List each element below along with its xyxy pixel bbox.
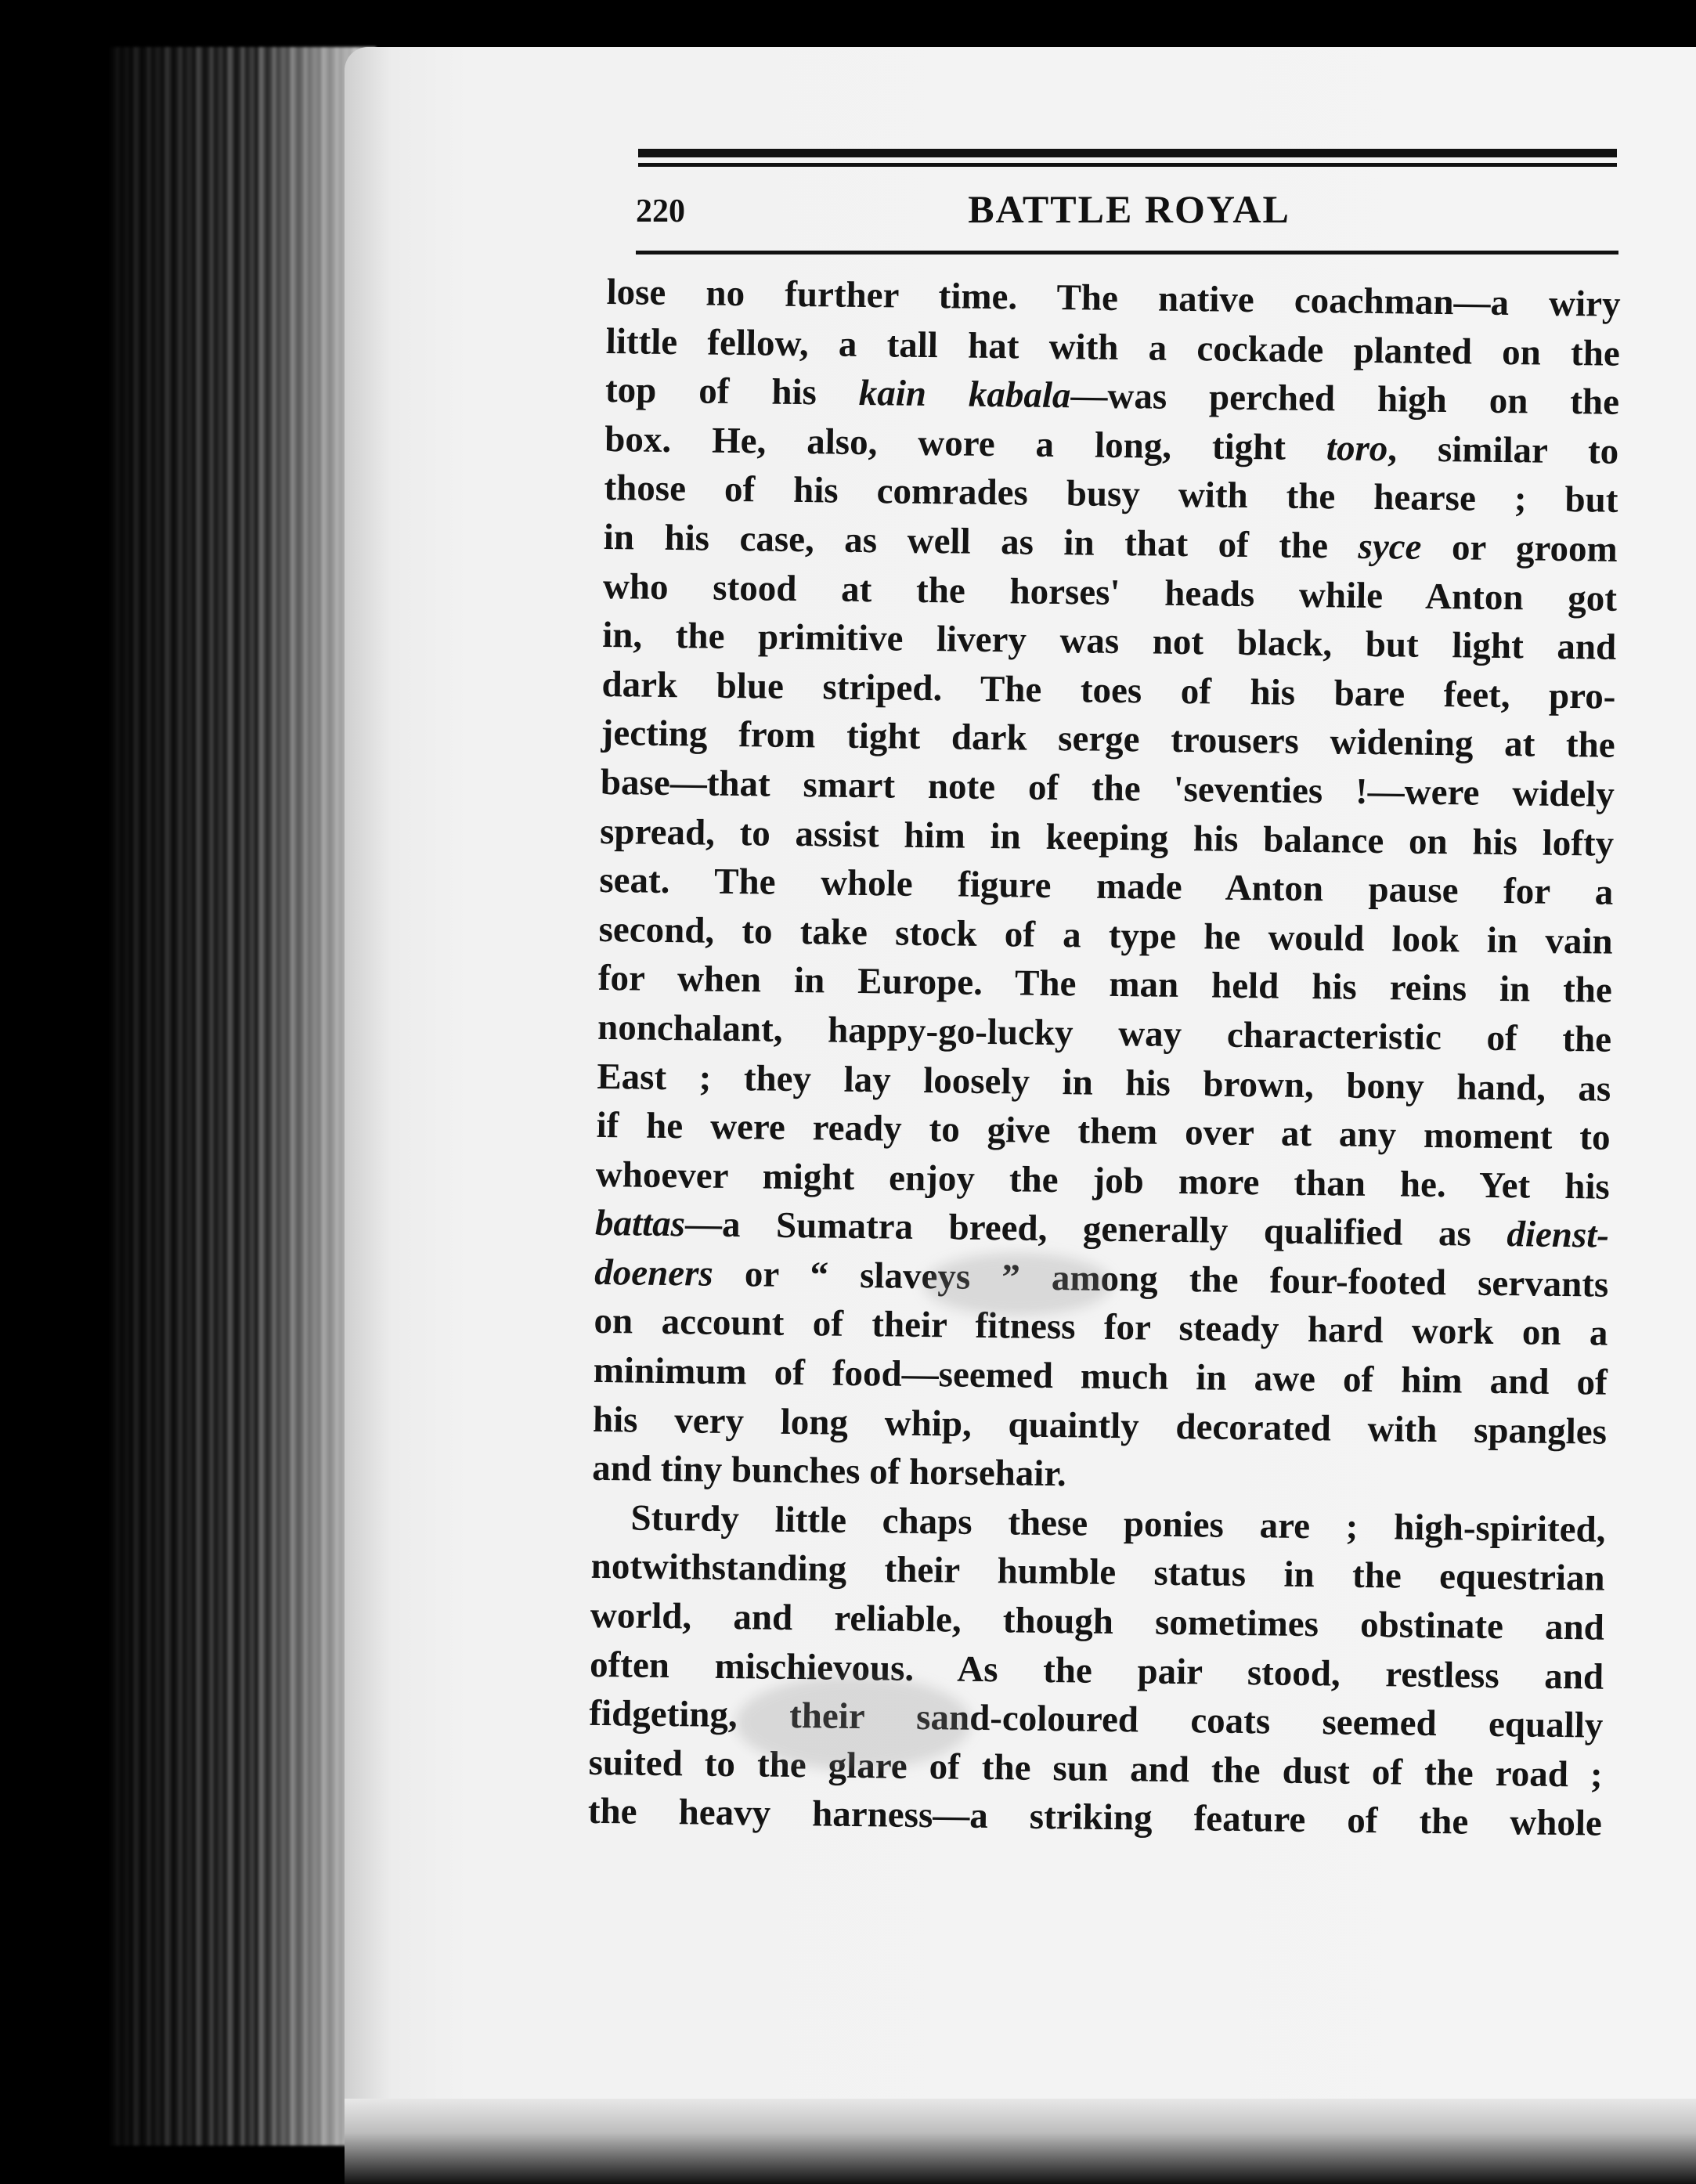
text-run: little fellow, a tall hat with a cockade planted on the xyxy=(605,320,1621,374)
text-run: jecting from tight dark serge trousers widening at the xyxy=(601,713,1615,767)
text-run: —was perched high on the xyxy=(1070,375,1620,423)
text-run: dark blue striped. The toes of his bare feet, pro- xyxy=(601,663,1616,717)
text-run: for when in Europe. The man held his reins in the xyxy=(597,958,1613,1012)
text-run: fidgeting, their sand-coloured coats seemed equally xyxy=(589,1693,1604,1746)
running-header xyxy=(636,186,1618,241)
text-run: often mischievous. As the pair stood, restless and xyxy=(589,1644,1604,1698)
text-run: who stood at the horses' heads while Anton got xyxy=(602,565,1618,619)
text-run: whoever might enjoy the job more than he. Yet his xyxy=(595,1153,1611,1208)
text-run: if he were ready to give them over at any moment to xyxy=(596,1105,1611,1158)
text-run: those of his comrades busy with the hearse ; but xyxy=(604,467,1618,522)
page-number: 220 xyxy=(636,193,685,229)
scan-blur-mark xyxy=(924,1253,1112,1316)
header-rule-bottom xyxy=(636,251,1618,254)
text-run: second, to take stock of a type he would look in vain xyxy=(598,908,1613,962)
paragraph xyxy=(588,1493,1606,1849)
text-run: suited to the glare of the sun and the dust of the road ; xyxy=(588,1742,1603,1796)
text-run: the heavy harness—a striking feature of the whole xyxy=(587,1791,1603,1845)
body-text xyxy=(588,268,1621,1849)
text-run: or “ slaveys ” among the four-footed servants xyxy=(713,1253,1609,1305)
text-run: on account of their fitness for steady hard work on a xyxy=(594,1301,1608,1355)
italic-run: dienst- xyxy=(1507,1214,1610,1257)
text-run: spread, to assist him in keeping his balance on his lofty xyxy=(599,810,1615,865)
text-run: —a Sumatra breed, generally qualified as xyxy=(684,1204,1507,1255)
italic-run: battas xyxy=(594,1203,686,1245)
header-rule-thin xyxy=(638,163,1617,167)
text-run: East ; they lay loosely in his brown, bony hand, as xyxy=(597,1056,1611,1110)
header-rule-thick xyxy=(638,149,1617,157)
text-run: notwithstanding their humble status in the equestrian xyxy=(590,1546,1605,1600)
text-run: or groom xyxy=(1421,526,1618,570)
italic-run: doeners xyxy=(594,1251,714,1294)
text-run: top of his xyxy=(604,370,860,414)
page-edge-gutter xyxy=(110,47,376,2146)
text-run: seat. The whole figure made Anton pause for a xyxy=(599,860,1614,913)
text-run: Sturdy little chaps these ponies are ; high-spirited, xyxy=(630,1497,1606,1550)
text-run: base—that smart note of the 'seventies !—were widely xyxy=(600,761,1615,815)
text-run: in, the primitive livery was not black, but light and xyxy=(601,615,1617,668)
text-run: world, and reliable, though sometimes obstinate and xyxy=(590,1594,1605,1648)
italic-run: syce xyxy=(1358,525,1422,568)
scan-blur-mark xyxy=(736,1676,971,1770)
italic-run: toro xyxy=(1326,428,1388,469)
paragraph xyxy=(592,268,1621,1506)
text-run: and tiny bunches of horsehair. xyxy=(591,1448,1067,1495)
text-run: lose no further time. The native coachman—a wiry xyxy=(606,271,1621,325)
page-bottom-shadow xyxy=(345,2099,1696,2184)
text-run: box. He, also, wore a long, tight xyxy=(604,418,1327,469)
text-run: minimum of food—seemed much in awe of him and of xyxy=(593,1349,1608,1403)
running-title: BATTLE ROYAL xyxy=(968,187,1290,231)
text-run: nonchalant, happy-go-lucky way characteristic of the xyxy=(597,1006,1612,1060)
italic-run: kain kabala xyxy=(858,373,1071,417)
text-run: his very long whip, quaintly decorated with spangles xyxy=(592,1399,1608,1453)
text-run: , similar to xyxy=(1387,428,1619,472)
text-run: in his case, as well as in that of the xyxy=(603,516,1359,567)
